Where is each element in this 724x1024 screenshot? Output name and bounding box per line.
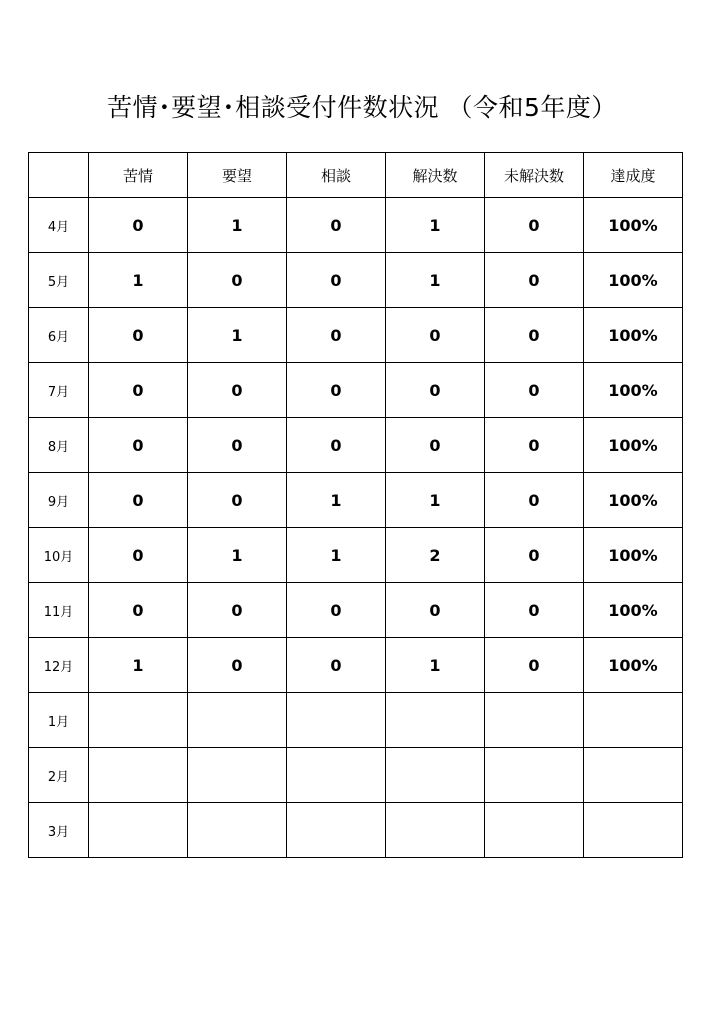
header-unresolved: 未解決数 bbox=[485, 153, 584, 198]
resolved-cell: 1 bbox=[386, 198, 485, 253]
complaints-cell: 0 bbox=[89, 528, 188, 583]
resolved-cell: 0 bbox=[386, 583, 485, 638]
consultations-cell: 1 bbox=[287, 528, 386, 583]
month-cell: 3月 bbox=[29, 803, 89, 858]
achievement-rate-cell bbox=[584, 803, 683, 858]
table-body bbox=[29, 198, 683, 858]
unresolved-cell: 0 bbox=[485, 253, 584, 308]
resolved-cell: 1 bbox=[386, 253, 485, 308]
consultations-cell: 0 bbox=[287, 308, 386, 363]
table-row bbox=[29, 363, 683, 418]
requests-cell: 1 bbox=[188, 528, 287, 583]
resolved-cell: 1 bbox=[386, 473, 485, 528]
achievement-rate-cell bbox=[584, 693, 683, 748]
requests-cell: 0 bbox=[188, 583, 287, 638]
consultations-cell: 1 bbox=[287, 473, 386, 528]
resolved-cell: 2 bbox=[386, 528, 485, 583]
month-cell: 12月 bbox=[29, 638, 89, 693]
table-row bbox=[29, 638, 683, 693]
requests-cell: 0 bbox=[188, 253, 287, 308]
achievement-rate-cell: 100% bbox=[584, 363, 683, 418]
header-requests: 要望 bbox=[188, 153, 287, 198]
consultations-cell bbox=[287, 693, 386, 748]
month-cell: 4月 bbox=[29, 198, 89, 253]
resolved-cell bbox=[386, 748, 485, 803]
achievement-rate-cell: 100% bbox=[584, 638, 683, 693]
achievement-rate-cell bbox=[584, 748, 683, 803]
month-cell: 1月 bbox=[29, 693, 89, 748]
month-cell: 8月 bbox=[29, 418, 89, 473]
table-header-row bbox=[29, 153, 683, 198]
complaints-cell bbox=[89, 803, 188, 858]
table-row bbox=[29, 528, 683, 583]
achievement-rate-cell: 100% bbox=[584, 308, 683, 363]
achievement-rate-cell: 100% bbox=[584, 473, 683, 528]
complaints-cell bbox=[89, 693, 188, 748]
table-row bbox=[29, 308, 683, 363]
unresolved-cell: 0 bbox=[485, 528, 584, 583]
consultations-cell: 0 bbox=[287, 198, 386, 253]
header-consultations: 相談 bbox=[287, 153, 386, 198]
requests-cell bbox=[188, 803, 287, 858]
table-row bbox=[29, 748, 683, 803]
requests-cell: 0 bbox=[188, 473, 287, 528]
requests-cell bbox=[188, 748, 287, 803]
header-resolved: 解決数 bbox=[386, 153, 485, 198]
consultations-cell: 0 bbox=[287, 583, 386, 638]
resolved-cell bbox=[386, 693, 485, 748]
header-achievement-rate: 達成度 bbox=[584, 153, 683, 198]
complaints-cell: 0 bbox=[89, 363, 188, 418]
resolved-cell: 0 bbox=[386, 308, 485, 363]
complaints-cell: 0 bbox=[89, 198, 188, 253]
resolved-cell: 0 bbox=[386, 363, 485, 418]
complaints-cell: 0 bbox=[89, 308, 188, 363]
resolved-cell: 1 bbox=[386, 638, 485, 693]
table-row bbox=[29, 693, 683, 748]
month-cell: 10月 bbox=[29, 528, 89, 583]
month-cell: 5月 bbox=[29, 253, 89, 308]
unresolved-cell: 0 bbox=[485, 638, 584, 693]
month-cell: 9月 bbox=[29, 473, 89, 528]
month-cell: 7月 bbox=[29, 363, 89, 418]
complaints-cell: 0 bbox=[89, 473, 188, 528]
month-cell: 2月 bbox=[29, 748, 89, 803]
complaints-cell: 0 bbox=[89, 418, 188, 473]
requests-cell: 0 bbox=[188, 363, 287, 418]
achievement-rate-cell: 100% bbox=[584, 583, 683, 638]
unresolved-cell: 0 bbox=[485, 308, 584, 363]
consultations-cell: 0 bbox=[287, 418, 386, 473]
complaints-cell: 0 bbox=[89, 583, 188, 638]
consultations-cell: 0 bbox=[287, 638, 386, 693]
table-row bbox=[29, 253, 683, 308]
requests-cell: 1 bbox=[188, 198, 287, 253]
unresolved-cell: 0 bbox=[485, 473, 584, 528]
page-title: 苦情･要望･相談受付件数状況 （令和5年度） bbox=[107, 93, 617, 122]
table-row bbox=[29, 473, 683, 528]
resolved-cell bbox=[386, 803, 485, 858]
table-row bbox=[29, 583, 683, 638]
achievement-rate-cell: 100% bbox=[584, 528, 683, 583]
consultations-cell bbox=[287, 803, 386, 858]
achievement-rate-cell: 100% bbox=[584, 198, 683, 253]
table-row bbox=[29, 803, 683, 858]
consultations-cell: 0 bbox=[287, 363, 386, 418]
month-cell: 6月 bbox=[29, 308, 89, 363]
requests-cell bbox=[188, 693, 287, 748]
consultations-cell bbox=[287, 748, 386, 803]
complaints-cell: 1 bbox=[89, 638, 188, 693]
table-row bbox=[29, 418, 683, 473]
complaints-cell: 1 bbox=[89, 253, 188, 308]
unresolved-cell: 0 bbox=[485, 363, 584, 418]
unresolved-cell: 0 bbox=[485, 418, 584, 473]
achievement-rate-cell: 100% bbox=[584, 418, 683, 473]
requests-cell: 0 bbox=[188, 418, 287, 473]
unresolved-cell: 0 bbox=[485, 198, 584, 253]
requests-cell: 1 bbox=[188, 308, 287, 363]
header-corner-cell bbox=[29, 153, 89, 198]
complaints-table bbox=[28, 152, 683, 858]
achievement-rate-cell: 100% bbox=[584, 253, 683, 308]
unresolved-cell bbox=[485, 693, 584, 748]
consultations-cell: 0 bbox=[287, 253, 386, 308]
unresolved-cell: 0 bbox=[485, 583, 584, 638]
header-complaints: 苦情 bbox=[89, 153, 188, 198]
month-cell: 11月 bbox=[29, 583, 89, 638]
unresolved-cell bbox=[485, 803, 584, 858]
resolved-cell: 0 bbox=[386, 418, 485, 473]
requests-cell: 0 bbox=[188, 638, 287, 693]
unresolved-cell bbox=[485, 748, 584, 803]
table-row bbox=[29, 198, 683, 253]
complaints-cell bbox=[89, 748, 188, 803]
